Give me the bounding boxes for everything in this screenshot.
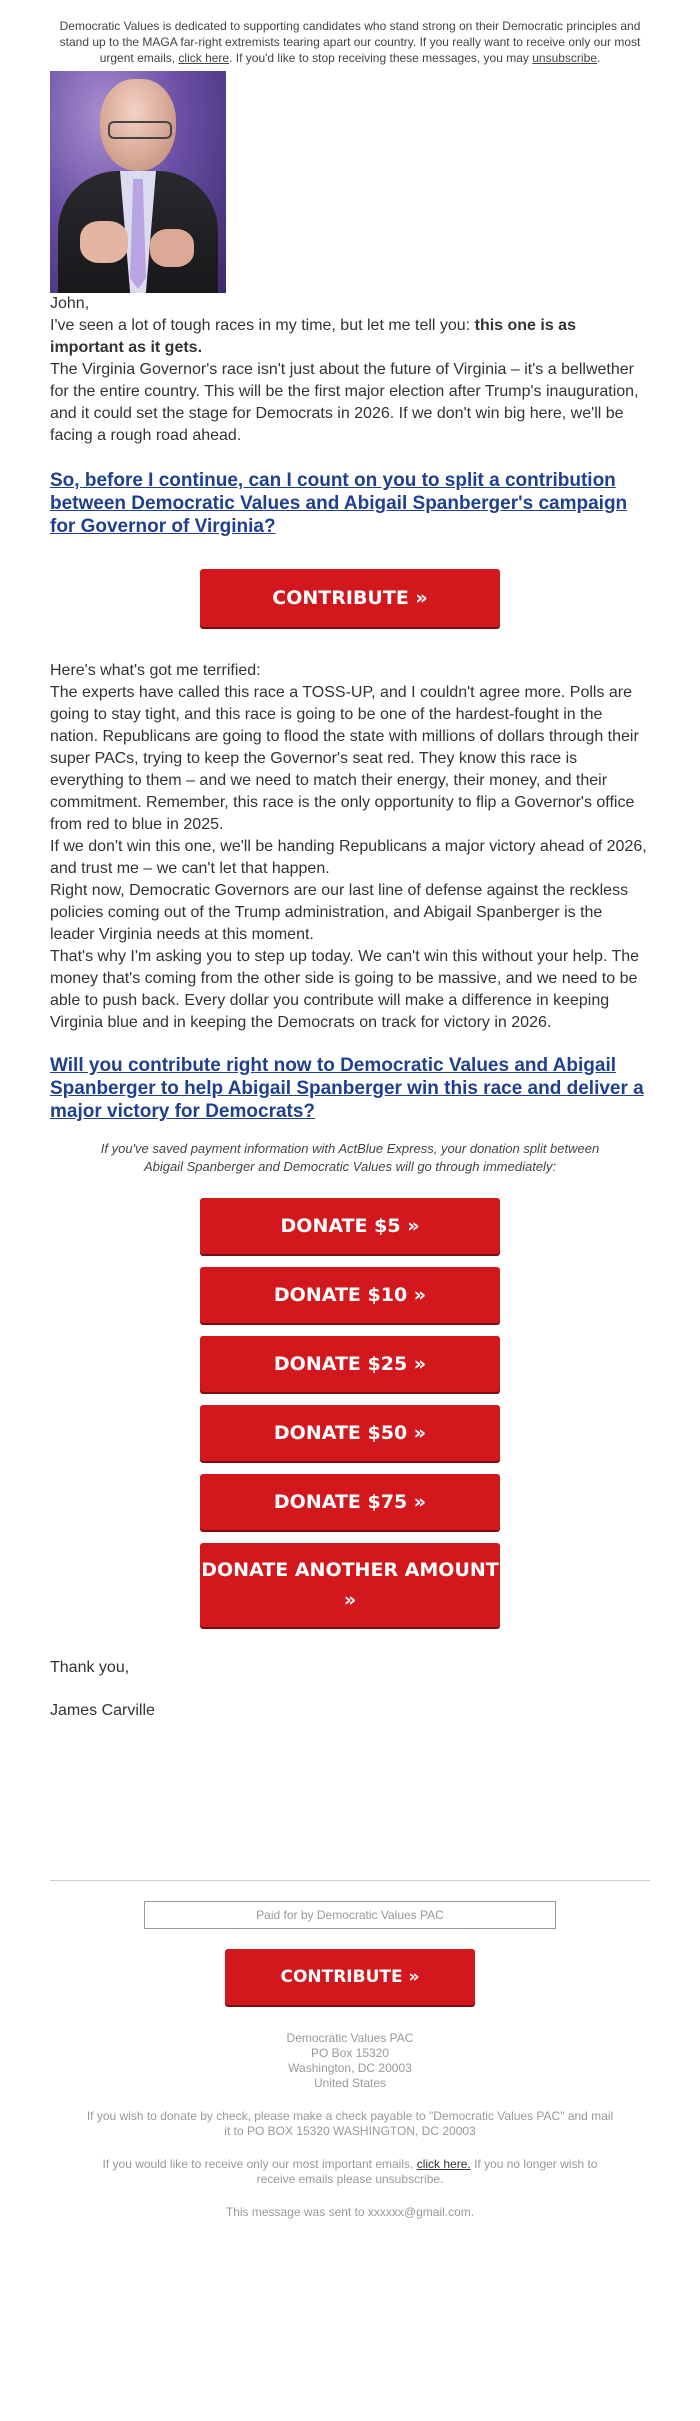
preheader-click-here-link[interactable]: click here <box>178 51 230 65</box>
donate-another-amount-arrow: » <box>343 1589 357 1611</box>
preheader <box>25 0 675 66</box>
preheader-text: Democratic Values is dedicated to supporting candidates who stand strong on their Democratic principles and stand up to the MAGA far-right extremists tearing apart our country. If you really want to receive only our most urgent emails, <box>59 19 641 65</box>
signature: James Carville <box>50 1702 155 1719</box>
donate-another-amount-label: DONATE ANOTHER AMOUNT <box>201 1559 499 1581</box>
paragraph-3: Here's what's got me terrified: <box>50 662 261 679</box>
unsubscribe-text: If you no longer wish to receive emails please unsubscribe. <box>256 2157 598 2186</box>
paragraph-6: Right now, Democratic Governors are our last line of defense against the reckless policies coming out of the Trump administration, and Abigail Spanberger is the leader Virginia needs at this moment. <box>50 882 629 943</box>
address-line: PO Box 15320 <box>310 2046 390 2060</box>
footer-click-here-link[interactable]: click here. <box>416 2157 471 2171</box>
sent-to-note: This message was sent to xxxxxx@gmail.com. <box>225 2205 475 2219</box>
donate-50-button[interactable]: DONATE $50 » <box>200 1405 500 1461</box>
check-donation-note: If you wish to donate by check, please make a check payable to "Democratic Values PAC" and mail it to PO BOX 15320 WASHINGTON, DC 20003 <box>86 2109 614 2138</box>
footer-address <box>25 2031 675 2091</box>
paragraph-1 <box>50 315 650 359</box>
donate-another-amount-button[interactable] <box>200 1543 500 1627</box>
paragraph-7: That's why I'm asking you to step up today. We can't win this without your help. The money that's coming from the other side is going to be massive, and we need to be able to push back. Every dollar you contribute will make a difference in keeping Virginia blue and in keeping the Democrats on track for victory in 2026. <box>50 948 640 1031</box>
address-line: Washington, DC 20003 <box>288 2061 412 2075</box>
donate-25-button[interactable]: DONATE $25 » <box>200 1336 500 1392</box>
donate-75-button[interactable]: DONATE $75 » <box>200 1474 500 1530</box>
donate-ask-link[interactable]: Will you contribute right now to Democratic Values and Abigail Spanberger to help Abigail Spanberger win this race and deliver a major victory for Democrats? <box>50 1055 644 1122</box>
contribute-ask-link[interactable]: So, before I continue, can I count on you to split a contribution between Democratic Values and Abigail Spanberger's campaign for Governor of Virginia? <box>50 470 628 537</box>
paid-for-disclaimer: Paid for by Democratic Values PAC <box>144 1901 556 1929</box>
signoff: Thank you, <box>50 1659 130 1676</box>
footer-divider <box>50 1880 650 1881</box>
james-carville-photo <box>50 71 226 293</box>
footer-contribute-button[interactable]: CONTRIBUTE » <box>225 1949 475 2005</box>
actblue-express-note: If you've saved payment information with ActBlue Express, your donation split between Abigail Spanberger and Democratic Values will go through immediately: <box>100 1141 600 1174</box>
address-line: United States <box>313 2076 387 2090</box>
paragraph-2: The Virginia Governor's race isn't just about the future of Virginia – it's a bellwether for the entire country. This will be the first major election after Trump's inauguration, and it could set the stage for Democrats in 2026. If we don't win big here, we'll be facing a rough road ahead. <box>50 361 639 444</box>
donate-button-group <box>50 1198 650 1627</box>
paragraph-5: If we don't win this one, we'll be handing Republicans a major victory ahead of 2026, and trust me – we can't let that happen. <box>50 838 647 877</box>
footer-urgent-emails-note <box>25 2157 675 2187</box>
preheader-unsubscribe-link[interactable]: unsubscribe <box>532 51 597 65</box>
address-line: Democratic Values PAC <box>286 2031 414 2045</box>
email-container <box>25 0 675 2220</box>
urgent-emails-text: If you would like to receive only our most important emails, <box>102 2157 414 2171</box>
paragraph-1-text: I've seen a lot of tough races in my time, but let me tell you: <box>50 317 471 334</box>
paragraph-4: The experts have called this race a TOSS-UP, and I couldn't agree more. Polls are going to stay tight, and this race is going to be one of the hardest-fought in the nation. Republicans are going to flood the state with millions of dollars through their super PACs, trying to keep the Governor's seat red. They know this race is everything to them – and we need to match their energy, their money, and their commitment. Remember, this race is the only opportunity to flip a Governor's office from red to blue in 2025. <box>50 684 639 833</box>
preheader-text-2: . If you'd like to stop receiving these messages, you may <box>229 51 529 65</box>
contribute-button[interactable]: CONTRIBUTE » <box>200 569 500 627</box>
donate-10-button[interactable]: DONATE $10 » <box>200 1267 500 1323</box>
paragraph-1-bold: this one is as important as it gets. <box>50 317 576 356</box>
donate-5-button[interactable]: DONATE $5 » <box>200 1198 500 1254</box>
greeting: John, <box>50 295 90 312</box>
preheader-text-3: . <box>596 51 601 65</box>
